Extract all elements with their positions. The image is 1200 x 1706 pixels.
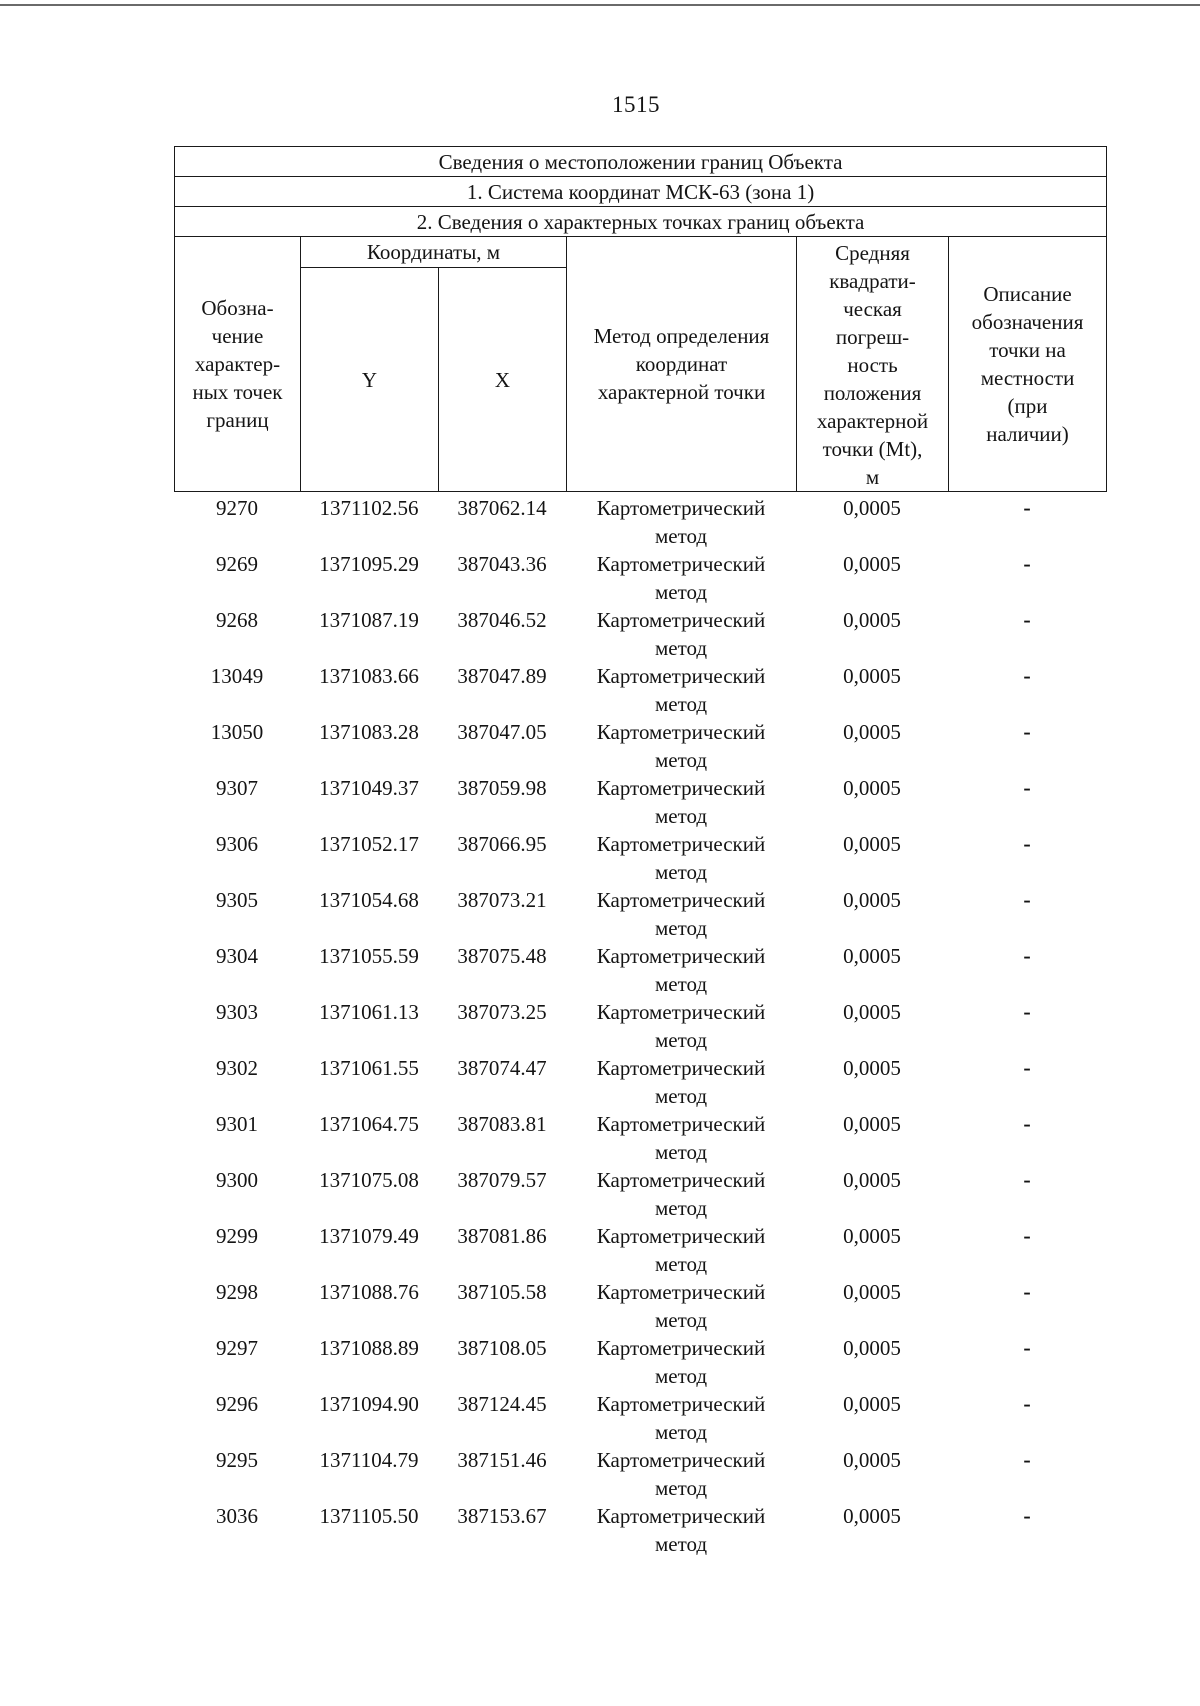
accuracy: 0,0005 bbox=[843, 944, 901, 968]
coord-x: 387062.14 bbox=[457, 496, 547, 520]
point-id: 9306 bbox=[216, 832, 258, 856]
table-row bbox=[174, 1110, 1106, 1166]
point-id: 9303 bbox=[216, 1000, 258, 1024]
method: Картометрический метод bbox=[596, 1280, 766, 1332]
accuracy: 0,0005 bbox=[843, 664, 901, 688]
accuracy: 0,0005 bbox=[843, 1280, 901, 1304]
method: Картометрический метод bbox=[596, 776, 766, 828]
coord-x: 387153.67 bbox=[457, 1504, 547, 1528]
accuracy: 0,0005 bbox=[843, 1224, 901, 1248]
method: Картометрический метод bbox=[596, 1336, 766, 1388]
table-row bbox=[174, 606, 1106, 662]
coord-x: 387066.95 bbox=[457, 832, 547, 856]
column-description: Описание обозначения точки на местности (при наличии) bbox=[949, 237, 1107, 492]
description: - bbox=[1023, 663, 1031, 688]
coord-x: 387081.86 bbox=[457, 1224, 547, 1248]
method: Картометрический метод bbox=[596, 832, 766, 884]
method: Картометрический метод bbox=[596, 888, 766, 940]
point-id: 9296 bbox=[216, 1392, 258, 1416]
accuracy: 0,0005 bbox=[843, 776, 901, 800]
method: Картометрический метод bbox=[596, 944, 766, 996]
coord-y: 1371102.56 bbox=[319, 496, 419, 520]
header-title-row bbox=[175, 147, 1107, 177]
point-id: 9270 bbox=[216, 496, 258, 520]
method: Картометрический метод bbox=[596, 608, 766, 660]
accuracy: 0,0005 bbox=[843, 1448, 901, 1472]
method: Картометрический метод bbox=[596, 1504, 766, 1556]
coord-x: 387073.21 bbox=[457, 888, 547, 912]
coord-y: 1371104.79 bbox=[319, 1448, 419, 1472]
coord-x: 387073.25 bbox=[457, 1000, 547, 1024]
point-id: 9307 bbox=[216, 776, 258, 800]
method: Картометрический метод bbox=[596, 552, 766, 604]
coord-y: 1371095.29 bbox=[319, 552, 419, 576]
table-row bbox=[174, 886, 1106, 942]
table-row bbox=[174, 830, 1106, 886]
coord-x: 387074.47 bbox=[457, 1056, 547, 1080]
accuracy: 0,0005 bbox=[843, 1112, 901, 1136]
coord-x: 387047.89 bbox=[457, 664, 547, 688]
accuracy: 0,0005 bbox=[843, 1392, 901, 1416]
coord-y: 1371054.68 bbox=[319, 888, 419, 912]
description: - bbox=[1023, 495, 1031, 520]
accuracy: 0,0005 bbox=[843, 720, 901, 744]
table-row bbox=[174, 550, 1106, 606]
header-columns-row bbox=[175, 237, 1107, 268]
section-title: 2. Сведения о характерных точках границ объекта bbox=[175, 207, 1107, 237]
coord-x: 387124.45 bbox=[457, 1392, 547, 1416]
description: - bbox=[1023, 1111, 1031, 1136]
coord-x: 387083.81 bbox=[457, 1112, 547, 1136]
table-row bbox=[174, 1446, 1106, 1502]
coord-x: 387151.46 bbox=[457, 1448, 547, 1472]
table-row bbox=[174, 1334, 1106, 1390]
point-id: 9305 bbox=[216, 888, 258, 912]
column-x: X bbox=[439, 268, 567, 492]
table-row bbox=[174, 1054, 1106, 1110]
description: - bbox=[1023, 1223, 1031, 1248]
point-id: 9299 bbox=[216, 1224, 258, 1248]
table-row bbox=[174, 942, 1106, 998]
description: - bbox=[1023, 719, 1031, 744]
method: Картометрический метод bbox=[596, 1056, 766, 1108]
description: - bbox=[1023, 1167, 1031, 1192]
point-id: 13049 bbox=[210, 664, 264, 688]
coord-y: 1371055.59 bbox=[319, 944, 419, 968]
point-id: 13050 bbox=[210, 720, 264, 744]
column-y: Y bbox=[301, 268, 439, 492]
page-number: 1515 bbox=[612, 92, 660, 117]
method: Картометрический метод bbox=[596, 1112, 766, 1164]
coord-y: 1371094.90 bbox=[319, 1392, 419, 1416]
description: - bbox=[1023, 1279, 1031, 1304]
point-id: 3036 bbox=[216, 1504, 258, 1528]
description: - bbox=[1023, 831, 1031, 856]
description: - bbox=[1023, 1503, 1031, 1528]
points-table-body bbox=[174, 494, 1106, 1558]
method: Картометрический метод bbox=[596, 664, 766, 716]
method: Картометрический метод bbox=[596, 1168, 766, 1220]
accuracy: 0,0005 bbox=[843, 1168, 901, 1192]
column-designation: Обозна- чение характер- ных точек границ bbox=[175, 237, 301, 492]
coord-y: 1371075.08 bbox=[319, 1168, 419, 1192]
column-accuracy: Средняя квадрати- ческая погреш- ность положения характерной точки (Mt), м bbox=[797, 237, 949, 492]
point-id: 9269 bbox=[216, 552, 258, 576]
point-id: 9268 bbox=[216, 608, 258, 632]
description: - bbox=[1023, 1055, 1031, 1080]
coord-y: 1371105.50 bbox=[319, 1504, 419, 1528]
table-row bbox=[174, 998, 1106, 1054]
point-id: 9302 bbox=[216, 1056, 258, 1080]
coord-y: 1371083.66 bbox=[319, 664, 419, 688]
description: - bbox=[1023, 999, 1031, 1024]
description: - bbox=[1023, 1447, 1031, 1472]
description: - bbox=[1023, 551, 1031, 576]
method: Картометрический метод bbox=[596, 1392, 766, 1444]
coord-y: 1371083.28 bbox=[319, 720, 419, 744]
method: Картометрический метод bbox=[596, 1224, 766, 1276]
table-row bbox=[174, 1166, 1106, 1222]
table-row bbox=[174, 718, 1106, 774]
table-row bbox=[174, 494, 1106, 550]
table-row bbox=[174, 774, 1106, 830]
table-header bbox=[174, 146, 1107, 492]
method: Картометрический метод bbox=[596, 720, 766, 772]
accuracy: 0,0005 bbox=[843, 832, 901, 856]
coord-x: 387108.05 bbox=[457, 1336, 547, 1360]
column-coordinates: Координаты, м bbox=[301, 237, 567, 268]
table-row bbox=[174, 662, 1106, 718]
description: - bbox=[1023, 887, 1031, 912]
table-row bbox=[174, 1390, 1106, 1446]
accuracy: 0,0005 bbox=[843, 1056, 901, 1080]
point-id: 9301 bbox=[216, 1112, 258, 1136]
coord-x: 387043.36 bbox=[457, 552, 547, 576]
point-id: 9295 bbox=[216, 1448, 258, 1472]
description: - bbox=[1023, 607, 1031, 632]
accuracy: 0,0005 bbox=[843, 608, 901, 632]
coord-y: 1371087.19 bbox=[319, 608, 419, 632]
method: Картометрический метод bbox=[596, 1000, 766, 1052]
table-title: Сведения о местоположении границ Объекта bbox=[175, 147, 1107, 177]
description: - bbox=[1023, 775, 1031, 800]
description: - bbox=[1023, 1391, 1031, 1416]
point-id: 9298 bbox=[216, 1280, 258, 1304]
column-method: Метод определения координат характерной точки bbox=[567, 237, 797, 492]
point-id: 9304 bbox=[216, 944, 258, 968]
coord-y: 1371079.49 bbox=[319, 1224, 419, 1248]
coord-x: 387079.57 bbox=[457, 1168, 547, 1192]
point-id: 9297 bbox=[216, 1336, 258, 1360]
accuracy: 0,0005 bbox=[843, 888, 901, 912]
description: - bbox=[1023, 943, 1031, 968]
coord-y: 1371061.13 bbox=[319, 1000, 419, 1024]
coord-x: 387075.48 bbox=[457, 944, 547, 968]
coord-y: 1371088.89 bbox=[319, 1336, 419, 1360]
coord-x: 387105.58 bbox=[457, 1280, 547, 1304]
accuracy: 0,0005 bbox=[843, 552, 901, 576]
coord-y: 1371088.76 bbox=[319, 1280, 419, 1304]
points-table bbox=[174, 494, 1106, 1558]
coord-y: 1371064.75 bbox=[319, 1112, 419, 1136]
coord-y: 1371061.55 bbox=[319, 1056, 419, 1080]
coord-x: 387047.05 bbox=[457, 720, 547, 744]
coord-x: 387059.98 bbox=[457, 776, 547, 800]
header-system-row bbox=[175, 177, 1107, 207]
coord-y: 1371049.37 bbox=[319, 776, 419, 800]
coord-y: 1371052.17 bbox=[319, 832, 419, 856]
coord-x: 387046.52 bbox=[457, 608, 547, 632]
point-id: 9300 bbox=[216, 1168, 258, 1192]
header-section-row bbox=[175, 207, 1107, 237]
table-row bbox=[174, 1222, 1106, 1278]
description: - bbox=[1023, 1335, 1031, 1360]
table-row bbox=[174, 1278, 1106, 1334]
accuracy: 0,0005 bbox=[843, 496, 901, 520]
coordinate-system: 1. Система координат МСК-63 (зона 1) bbox=[175, 177, 1107, 207]
scan-edge-line bbox=[0, 4, 1200, 6]
accuracy: 0,0005 bbox=[843, 1336, 901, 1360]
method: Картометрический метод bbox=[596, 496, 766, 548]
table-row bbox=[174, 1502, 1106, 1558]
accuracy: 0,0005 bbox=[843, 1504, 901, 1528]
method: Картометрический метод bbox=[596, 1448, 766, 1500]
accuracy: 0,0005 bbox=[843, 1000, 901, 1024]
